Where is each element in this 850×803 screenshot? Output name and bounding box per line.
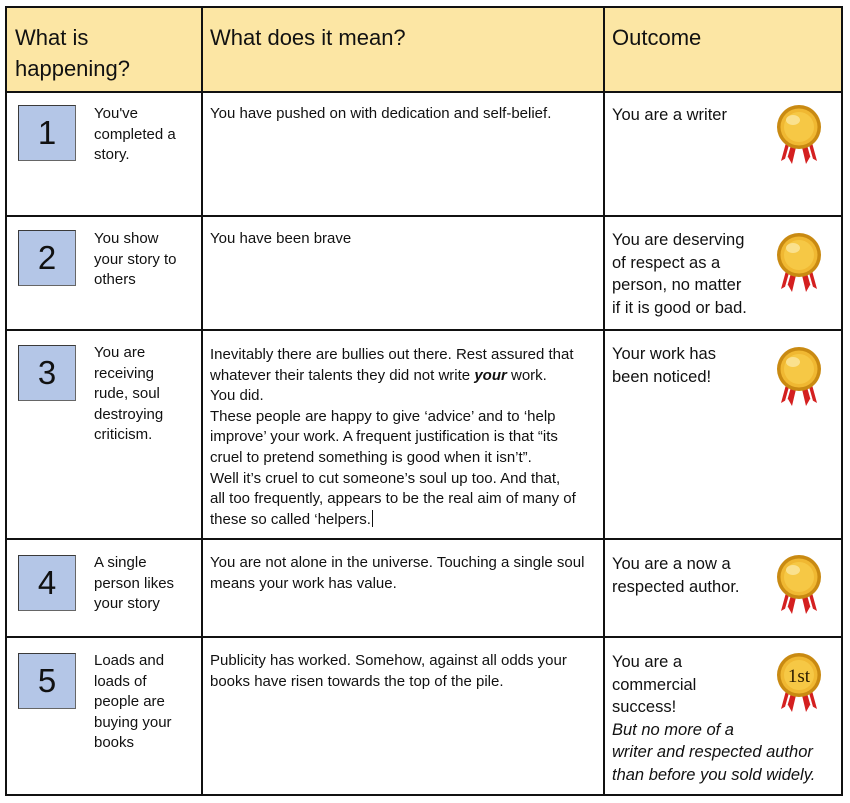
text-cursor [372, 510, 373, 527]
outcome-cell [605, 331, 841, 538]
header-what-is-happening: What is happening? [15, 25, 131, 81]
header-cell-meaning [203, 8, 605, 91]
meaning-text-part: Inevitably there are bullies out there. Rest assured that whatever their talents they did not write [210, 346, 574, 384]
meaning-cell [203, 93, 605, 215]
event-text: You show your story to others [94, 230, 177, 289]
meaning-cell [203, 217, 605, 329]
happening-cell [7, 638, 203, 794]
table-row-3 [7, 331, 841, 540]
header-cell-happening [7, 8, 203, 91]
table-row-2 [7, 217, 841, 331]
gold-medal-icon [773, 347, 825, 409]
table-row-1 [7, 93, 841, 217]
happening-cell [7, 217, 203, 329]
outcome-text: Your work has been noticed! [612, 345, 716, 386]
meaning-cell [203, 540, 605, 636]
table-row-4 [7, 540, 841, 638]
outcome-cell [605, 93, 841, 215]
gold-medal-icon [773, 555, 825, 617]
outcome-cell [605, 638, 841, 794]
outcome-text: You are a now a respected author. [612, 555, 740, 596]
meaning-text [210, 345, 599, 530]
outcome-text: You are deserving of respect as a person, no matter if it is good or bad. [612, 231, 747, 317]
meaning-text: You have pushed on with dedication and self-belief. [210, 105, 552, 122]
medal-label: 1st [787, 666, 811, 687]
event-text: Loads and loads of people are buying your books [94, 652, 172, 752]
step-number-box: 4 [18, 555, 76, 611]
gold-medal-icon [773, 233, 825, 295]
outcome-italic-note: But no more of a writer and respected author than before you sold widely. [612, 720, 816, 784]
header-row [7, 8, 841, 93]
meaning-text: You are not alone in the universe. Touching a single soul means your work has value. [210, 554, 585, 592]
step-number-box: 3 [18, 345, 76, 401]
header-cell-outcome [605, 8, 841, 91]
happening-cell [7, 331, 203, 538]
step-number-box: 1 [18, 105, 76, 161]
happening-cell [7, 540, 203, 636]
success-table [5, 6, 843, 796]
event-text: You've completed a story. [94, 105, 176, 164]
meaning-cell [203, 331, 605, 538]
outcome-cell [605, 217, 841, 329]
meaning-cell [203, 638, 605, 794]
happening-cell [7, 93, 203, 215]
meaning-text-part: work. You did. These people are happy to give ‘advice’ and to ‘help improve’ your work. A frequent justification is that “its cruel to pretend something is good when it isn’t”. Well it’s cruel to cut someone’s soul up too. And that, all too frequently, appears to be the real aim of many of these so called ‘helpers. [210, 366, 576, 528]
header-outcome: Outcome [612, 25, 702, 50]
gold-medal-icon [773, 105, 825, 167]
outcome-main: You are a commercial success! [612, 653, 697, 716]
event-text: A single person likes your story [94, 554, 175, 613]
step-number-box: 5 [18, 653, 76, 709]
step-number-box: 2 [18, 230, 76, 286]
first-place-medal-icon [773, 653, 825, 715]
meaning-emphasis: your [474, 366, 507, 384]
event-text: You are receiving rude, soul destroying criticism. [94, 344, 164, 444]
meaning-text: Publicity has worked. Somehow, against all odds your books have risen towards the top of the pile. [210, 652, 567, 690]
meaning-text: You have been brave [210, 230, 352, 247]
header-what-does-it-mean: What does it mean? [210, 25, 406, 50]
outcome-cell [605, 540, 841, 636]
outcome-text: You are a writer [612, 106, 727, 124]
table-row-5 [7, 638, 841, 794]
